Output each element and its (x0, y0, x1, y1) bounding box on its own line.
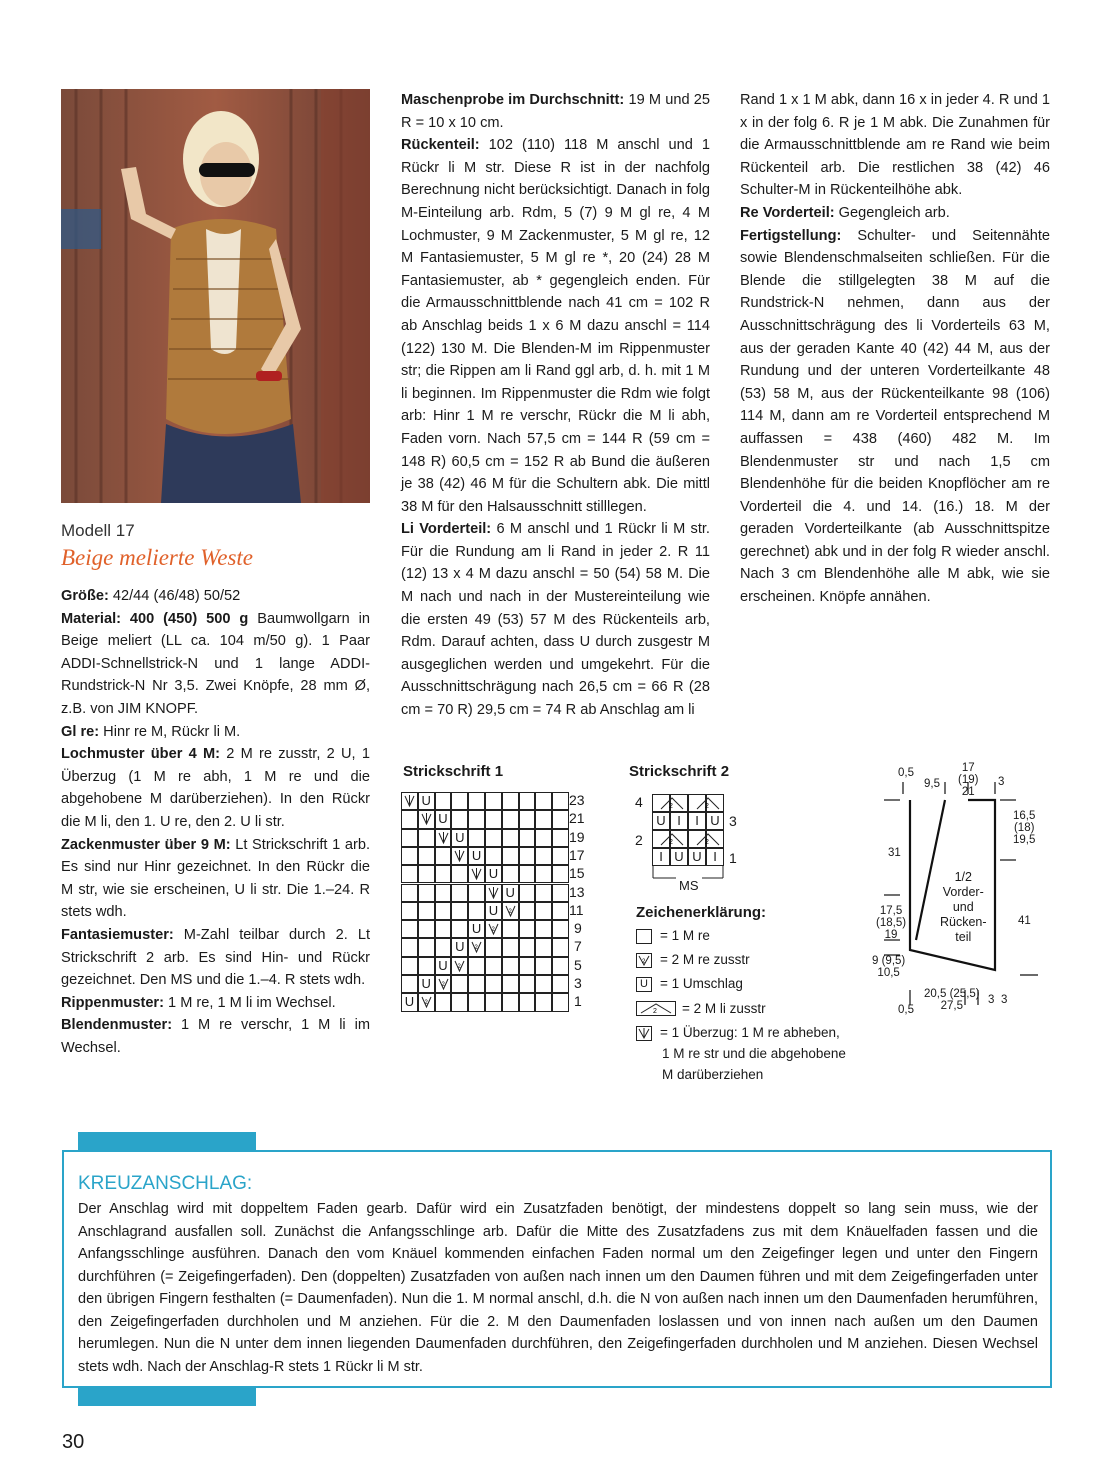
legend-skp: = 1 Überzug: 1 M re abheben, (660, 1025, 840, 1040)
chart1-cell (519, 938, 536, 956)
chart1-cell (435, 847, 452, 865)
chart1-cell (468, 993, 485, 1011)
schematic-bottom-right-3b: 3 (1001, 994, 1008, 1006)
chart1-row-number: 3 (574, 975, 582, 991)
chart1-cell (485, 792, 502, 810)
chart1-cell (418, 902, 435, 920)
schematic-lower-height: 9 (9,5) 10,5 (872, 955, 906, 979)
chart2-cell: U (670, 848, 688, 866)
chart1-cell (418, 884, 435, 902)
chart1-cell (451, 993, 468, 1011)
chart2-cell: I (670, 812, 688, 830)
chart1-cell (535, 792, 552, 810)
chart1-row-number: 11 (569, 901, 584, 918)
schematic-bottom-right-3a: 3 (988, 994, 995, 1006)
chart2-ms-bracket (652, 866, 724, 880)
chart1-cell: U (468, 920, 485, 938)
svg-text:2: 2 (491, 927, 495, 934)
chart1-cell (435, 792, 452, 810)
p2tog-symbol-icon (636, 1001, 676, 1016)
chart1-cell (485, 810, 502, 828)
chart1-cell (468, 957, 485, 975)
chart1-cell (418, 938, 435, 956)
chart1-cell (468, 975, 485, 993)
chart1-cell (435, 865, 452, 883)
chart1-cell (535, 847, 552, 865)
chart1-cell (535, 938, 552, 956)
chart1-cell (519, 810, 536, 828)
chart1-cell (502, 792, 519, 810)
chart1-cell (418, 847, 435, 865)
chart1-cell (552, 938, 569, 956)
chart1-cell: U (418, 975, 435, 993)
chart1-cell (451, 902, 468, 920)
chart1-cell (451, 792, 468, 810)
chart1-cell (401, 920, 418, 938)
chart1-cell (519, 920, 536, 938)
schematic-shoulder-3: 3 (998, 776, 1005, 788)
chart1-cell (418, 829, 435, 847)
chart1-cell (401, 865, 418, 883)
chart1-cell (535, 957, 552, 975)
chart1-grid (401, 792, 571, 1012)
knit-symbol-icon (636, 929, 652, 944)
chart1-cell (401, 957, 418, 975)
chart1-cell (418, 920, 435, 938)
chart1-cell: U (418, 792, 435, 810)
paragraph-stockinette: Gl re: Hinr re M, Rückr li M. (61, 723, 241, 740)
chart1-cell (535, 975, 552, 993)
chart1-cell (401, 975, 418, 993)
paragraph-continuation: Rand 1 x 1 M abk, dann 16 x in jeder 4. R und 1 x in der folg 6. R je 1 M abk. Die Zunahmen für die Armausschnittblende am re Rand wie beim Rückenteil arb. Die restlichen 38 (42) 46 Schulter-M in Rückenteilhöhe abk. (740, 92, 1050, 199)
chart2-grid (652, 794, 724, 866)
chart2-cell: I (652, 848, 670, 866)
chart1-cell (485, 993, 502, 1011)
chart1-cell (519, 865, 536, 883)
chart1-cell (418, 810, 435, 828)
chart1-cell (451, 865, 468, 883)
schematic-mid-height: 17,5 (18,5) 19 (876, 905, 907, 941)
schematic-piece-label: 1/2 Vorder- und Rücken- teil (940, 870, 987, 944)
paragraph-fancy-pattern: Fantasiemuster: M-Zahl teilbar durch 2. Lt Strickschrift 2 arb. Es sind Hin- und Rückr gezeichnet. Den MS und die 1.–4. R stets wdh. (61, 926, 370, 989)
chart1-cell (401, 792, 418, 810)
chart1-row-number: 7 (574, 938, 582, 955)
chart1-cell (435, 975, 452, 993)
paragraph-material: Material: 400 (450) 500 g Baumwollgarn in Beige meliert (LL ca. 104 m/50 g). 1 Paar ADDI-Schnellstrick-N und 1 lange ADDI-Rundstrick-N Nr 3,5. Zwei Knöpfe, 28 mm Ø, z.B. von JIM KNOPF. (61, 610, 370, 717)
chart1-row-number: 9 (574, 920, 582, 937)
paragraph-right-front: Re Vorderteil: Gegengleich arb. (740, 204, 950, 221)
chart2-cell: I (688, 812, 706, 830)
chart1-cell (485, 847, 502, 865)
chart2-cell (706, 794, 724, 812)
svg-text:2: 2 (474, 945, 479, 952)
k2tog-symbol-icon (636, 953, 652, 968)
chart1-cell (502, 938, 519, 956)
chart1-cell (435, 938, 452, 956)
yarn-over-symbol-icon: U (636, 977, 652, 992)
chart1-cell (435, 993, 452, 1011)
chart2-row-4: 4 (635, 794, 643, 810)
chart1-cell (519, 884, 536, 902)
chart1-cell: U (435, 957, 452, 975)
chart1-cell (468, 829, 485, 847)
svg-text:2: 2 (508, 908, 512, 915)
chart1-cell: U (485, 902, 502, 920)
svg-text:2: 2 (705, 839, 709, 846)
paragraph-size: Größe: 42/44 (46/48) 50/52 (61, 588, 241, 604)
chart1-cell (502, 957, 519, 975)
svg-text:2: 2 (424, 1000, 428, 1007)
chart1-cell (418, 957, 435, 975)
chart1-cell (519, 847, 536, 865)
chart1-cell (485, 957, 502, 975)
chart2-cell (670, 830, 688, 848)
chart1-cell (519, 957, 536, 975)
chart1-cell: U (485, 865, 502, 883)
chart1-cell (552, 792, 569, 810)
chart1-row-number: 17 (569, 846, 585, 863)
svg-text:2: 2 (642, 959, 646, 965)
chart1-cell (468, 938, 485, 956)
instructions-column-3 (740, 89, 1050, 609)
chart1-cell (535, 810, 552, 828)
chart1-cell (519, 902, 536, 920)
legend-skp-line2: 1 M re str und die abgehobene (662, 1046, 846, 1061)
chart1-cell (502, 865, 519, 883)
chart1-cell (485, 975, 502, 993)
schematic-height-41: 41 (1018, 915, 1031, 927)
chart2-row-2: 2 (635, 832, 643, 848)
chart1-cell (502, 847, 519, 865)
chart2-cell: U (706, 812, 724, 830)
chart1-cell (401, 847, 418, 865)
chart1-cell (552, 920, 569, 938)
schematic-top-width: 17 (19) 21 (958, 762, 979, 798)
chart1-cell (535, 920, 552, 938)
paragraph-zigzag-pattern: Zackenmuster über 9 M: Lt Strickschrift 1 arb. Es sind nur Hinr gezeichnet. In den Rückr die M str, wie sie erscheinen, U li str. Die 1.–24. R stets wdh. (61, 836, 370, 921)
chart1-cell (535, 884, 552, 902)
chart1-cell (502, 975, 519, 993)
svg-text:2: 2 (653, 1008, 657, 1015)
skp-symbol-icon (636, 1026, 652, 1041)
chart2-row-1: 1 (729, 850, 737, 866)
chart1-cell (485, 884, 502, 902)
chart1-cell: U (451, 938, 468, 956)
chart2-cell (706, 830, 724, 848)
svg-text:2: 2 (705, 803, 709, 810)
chart1-cell (502, 810, 519, 828)
model-title: Beige melierte Weste (61, 545, 254, 570)
box-tab-bottom (78, 1388, 256, 1406)
chart1-cell: U (401, 993, 418, 1011)
chart1-cell (451, 975, 468, 993)
chart1-cell (418, 993, 435, 1011)
chart1-cell (401, 810, 418, 828)
chart1-cell (552, 957, 569, 975)
chart1-cell (552, 865, 569, 883)
chart1-cell (535, 902, 552, 920)
chart2-ms-label: MS (679, 878, 699, 893)
chart2-cell: U (688, 848, 706, 866)
chart1-cell (435, 920, 452, 938)
model-photo (61, 89, 370, 503)
chart1-row-number: 21 (569, 810, 585, 827)
chart1-cell (519, 975, 536, 993)
chart1-cell (435, 829, 452, 847)
chart1-row-number: 15 (569, 865, 585, 882)
chart1-cell (485, 920, 502, 938)
svg-text:2: 2 (669, 803, 673, 810)
svg-text:2: 2 (457, 963, 462, 970)
chart1-cell (502, 829, 519, 847)
paragraph-finishing: Fertigstellung: Schulter- und Seitennähte sowie Blendenschmalseiten schließen. Für die Blende die stillgelegten 38 M auf die Rundstrick-N nehmen, dann aus der Ausschnittschrägung des li Vorderteils 63 M, aus der geraden Kante 40 (42) 44 M, aus der Rundung und der unteren Vorderteilkante 48 (53) 58 M, aus der Rückenteilkante 98 (106) 114 M, dann am re Vorderteil entsprechend M auffassen = 438 (460) 482 M. Im Blendenmuster str und nach 1,5 cm Blendenhöhe für die beiden Knopflöcher am re Vorderteil die 4. und 14. (16.) 18. M der geraden Vorderteilkante (ab Ausschnittspitze gerechnet) abk und in der folg R wieder anschl. Nach 3 cm Blendenhöhe alle M abk, wie sie erscheinen. Knöpfe annähen. (740, 227, 1050, 606)
chart1-cell (502, 902, 519, 920)
legend-knit: = 1 M re (660, 928, 710, 943)
chart2-cell: U (652, 812, 670, 830)
chart1-cell (401, 902, 418, 920)
chart1-cell (519, 792, 536, 810)
chart1-row-number: 19 (569, 828, 585, 845)
chart1-cell (401, 884, 418, 902)
chart1-cell: U (435, 810, 452, 828)
legend-title: Zeichenerklärung: (636, 904, 767, 921)
chart1-row-number: 23 (569, 792, 585, 808)
schematic-bottom-left-0-5: 0,5 (898, 1004, 914, 1016)
chart2-row-3: 3 (729, 813, 737, 829)
tip-text: Der Anschlag wird mit doppeltem Faden gearb. Dafür wird ein Zusatzfaden benötigt, der mindestens doppelt so lang sein muss, wie der Anschlagrand ausfallen soll. Zunächst die Anfangsschlinge arb. Dafür die Mitte des Zusatzfadens zus mit dem Knäuelfaden fassen und die Anfangsschlinge ausführen. Danach den vom Knäuel kommenden einfachen Faden normal um den Zeigefinger legen und unter den Fingern durchführen (= Zeigefingerfaden). Den (doppelten) Zusatzfaden von außen nach innen um den Daumen führen und mit dem Zeigefingerfaden unter den übrigen Fingern festhalten (= Daumenfaden). Nun die 1. M normal anschl, d.h. die N von außen nach innen um den Daumenfaden herumführen, den Zeigefingerfaden durchholen und M anziehen. Für die 2. M den Daumenfaden loslassen und von innen nach außen um den Daumen herumlegen. Nun die N unter dem innen liegenden Daumenfaden durchführen, den Zeigefingerfaden durchholen und M anziehen. Diesen Wechsel stets wdh. Nach der Anschlag-R stets 1 Rückr li M str. (78, 1201, 1038, 1375)
chart1-row-number: 5 (574, 956, 582, 973)
chart1-cell (535, 865, 552, 883)
legend-skp-line3: M darüberziehen (662, 1067, 764, 1082)
chart1-cell: U (468, 847, 485, 865)
chart1-cell (502, 993, 519, 1011)
chart1-cell (552, 810, 569, 828)
chart1-cell (552, 884, 569, 902)
chart1-cell (535, 993, 552, 1011)
chart1-cell (468, 792, 485, 810)
schematic-armhole-depth: 16,5 (18) 19,5 (1013, 810, 1036, 846)
chart1-row-number: 1 (574, 993, 582, 1010)
chart1-cell (519, 829, 536, 847)
chart1-cell (468, 884, 485, 902)
schematic-height-31: 31 (888, 847, 901, 859)
chart1-cell (401, 938, 418, 956)
paragraph-back: Rückenteil: 102 (110) 118 M anschl und 1 Rückr li M str. Diese R ist in der nachfolg Berechnung nicht berücksichtigt. Danach in folg M-Einteilung arb. Rdm, 5 (7) 9 M gl re, 4 M Lochmuster, 9 M Zackenmuster, 5 M gl re, 12 M Fantasiemuster, 5 M gl re *, 20 (24) 28 M Fantasiemuster, ab * gegengleich enden. Für die Armausschnittblende nach 41 cm = 102 R ab Anschlag beids 1 x 6 M dazu anschl = 114 (122) 130 M. Die Blenden-M im Rippenmuster str; die Rippen am li Rand ggl arb, d. h. mit 1 M li beginnen. Im Rippenmuster die Rdm wie folgt arb: Hinr 1 M re verschr, Rückr die M li abh, Faden vorn. Nach 57,5 cm = 144 R (59 cm = 148 R) 60,5 cm = 152 R ab Bund die äußeren je 38 (42) 46 M für die Schultern abk. Die mittl 38 M für den Halsausschnitt stilllegen. (401, 137, 710, 515)
chart2-title: Strickschrift 2 (629, 763, 730, 780)
chart1-cell (519, 993, 536, 1011)
chart1-cell (401, 829, 418, 847)
chart1-cell: U (451, 829, 468, 847)
legend-p2tog: = 2 M li zusstr (682, 1001, 766, 1016)
chart1-cell (451, 884, 468, 902)
chart1-cell (451, 957, 468, 975)
chart1-cell (451, 920, 468, 938)
chart1-cell (552, 902, 569, 920)
chart1-cell (451, 847, 468, 865)
chart1-cell (552, 829, 569, 847)
chart1-cell (435, 884, 452, 902)
box-tab-top (78, 1132, 256, 1152)
instructions-column-2 (401, 89, 710, 722)
page-number: 30 (62, 1431, 85, 1453)
chart1-cell (485, 938, 502, 956)
chart1-cell (418, 865, 435, 883)
chart1-cell (468, 810, 485, 828)
legend-k2tog: = 2 M re zusstr (660, 952, 750, 967)
svg-text:2: 2 (441, 982, 445, 988)
chart1-cell: U (502, 884, 519, 902)
paragraph-left-front: Li Vorderteil: 6 M anschl und 1 Rückr li M str. Für die Rundung am li Rand in jeder 2. R 11 (12) 13 x 4 M dazu anschl = 50 (54) 58 M. Die M nach und nach in der Mustereinteilung wie die ersten 49 (53) 57 M des Rückenteils arb, Rdm. Darauf achten, dass U durch zusgestr M ausgeglichen werden und umgekehrt. Für die Ausschnittschrägung nach 26,5 cm = 66 R (28 cm = 70 R) 29,5 cm = 74 R ab Anschlag am li (401, 521, 710, 719)
chart1-cell (552, 847, 569, 865)
schematic-neck-width: 9,5 (924, 778, 940, 790)
legend-yarn-over: = 1 Umschlag (660, 976, 743, 991)
paragraph-lace-pattern: Lochmuster über 4 M: 2 M re zusstr, 2 U, 1 Überzug (1 M re abh, 1 M re und die abgehobene M darüberziehen). In den Rückr die M li, den 1. U re, den 2. U li str. (61, 746, 370, 830)
paragraph-gauge: Maschenprobe im Durchschnitt: 19 M und 25 R = 10 x 10 cm. (401, 92, 710, 131)
schematic-bottom-width: 20,5 (25,5) 27,5 (924, 988, 980, 1012)
chart1-cell (552, 975, 569, 993)
chart1-cell (502, 920, 519, 938)
chart1-cell (468, 902, 485, 920)
chart1-cell (451, 810, 468, 828)
svg-text:2: 2 (669, 839, 673, 846)
chart2-cell: I (706, 848, 724, 866)
paragraph-band-pattern: Blendenmuster: 1 M re verschr, 1 M li im Wechsel. (61, 1017, 370, 1056)
chart1-cell (468, 865, 485, 883)
paragraph-rib-pattern: Rippenmuster: 1 M re, 1 M li im Wechsel. (61, 994, 336, 1011)
chart1-title: Strickschrift 1 (403, 763, 504, 780)
chart1-cell (552, 993, 569, 1011)
chart1-cell (535, 829, 552, 847)
tip-title: KREUZANSCHLAG: (78, 1173, 253, 1194)
chart1-cell (485, 829, 502, 847)
model-number: Modell 17 (61, 521, 135, 540)
chart2-cell (670, 794, 688, 812)
chart1-row-number: 13 (569, 883, 585, 900)
chart1-cell (435, 902, 452, 920)
instructions-column-1 (61, 585, 370, 1059)
schematic-top-left-0-5: 0,5 (898, 767, 914, 779)
